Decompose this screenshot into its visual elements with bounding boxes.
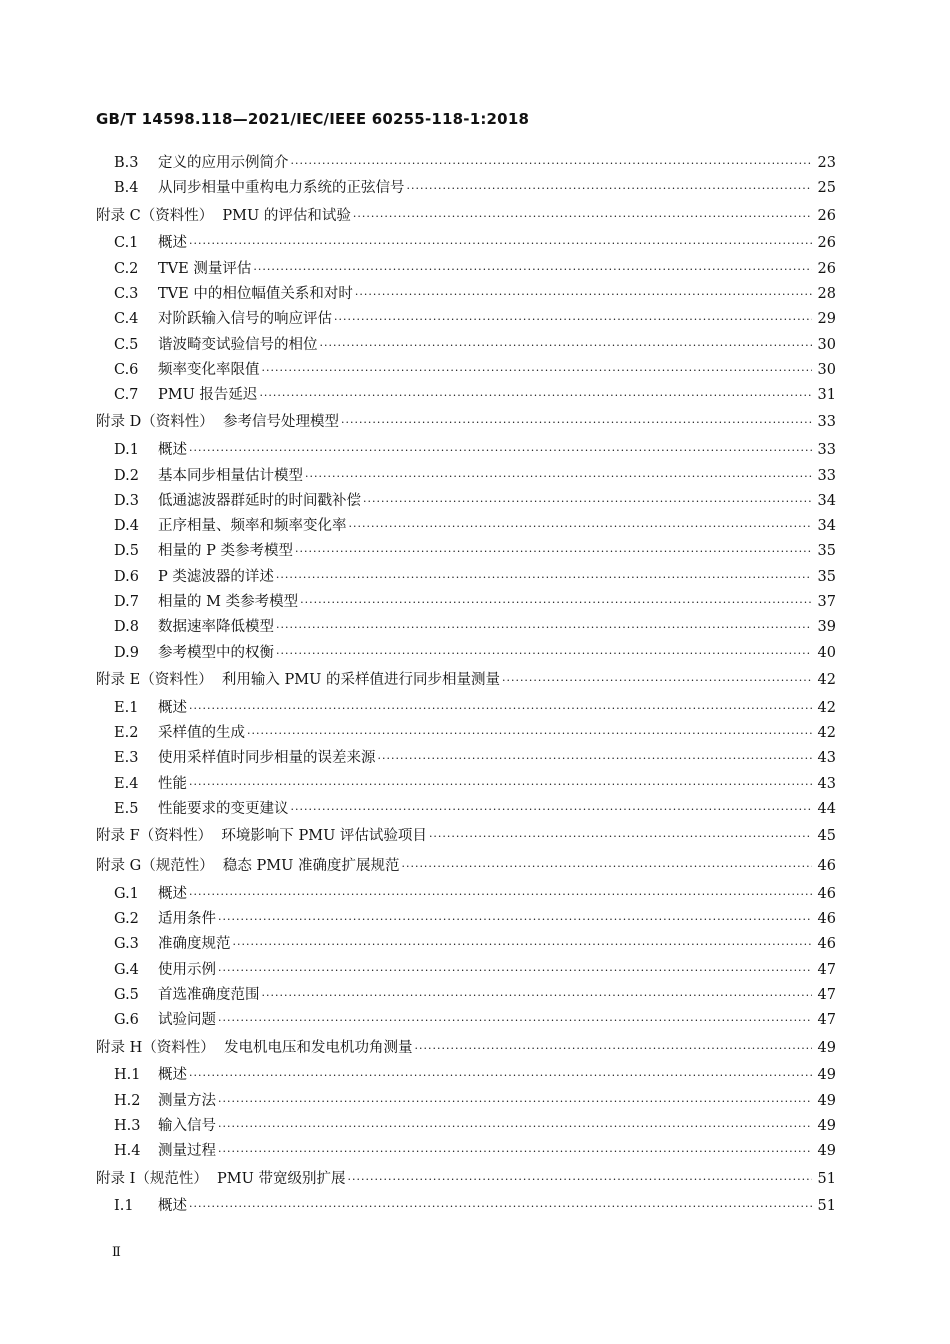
leader-dots [189,1063,812,1088]
toc-entry-title: 低通滤波器群延时的时间戳补偿 [158,492,361,509]
leader-dots [247,721,812,746]
toc-entry-title: 概述 [158,1198,187,1215]
toc-page-number: 35 [817,568,836,585]
leader-dots [218,1114,812,1139]
leader-dots [218,1089,812,1114]
toc-section-number: D.5 [114,543,139,560]
toc-entry-title: 定义的应用示例简介 [158,155,289,171]
toc-entry-title: 对阶跃输入信号的响应评估 [158,311,332,328]
toc-section-number: G.6 [114,1012,139,1029]
leader-dots [414,1034,811,1064]
toc-section-number: G.3 [114,936,139,953]
toc-section-entry[interactable] [96,641,836,666]
toc-section-entry[interactable] [96,565,836,590]
toc-section-number: E.2 [114,725,139,742]
toc-entry-title: 输入信号 [158,1117,216,1134]
toc-page-number: 34 [817,518,836,535]
leader-dots [305,464,812,489]
document-header: GB/T 14598.118—2021/IEC/IEEE 60255-118-1:2018 [96,110,530,128]
toc-section-number: G.5 [114,987,139,1003]
leader-dots [189,772,812,797]
toc-page-number: 28 [817,285,836,302]
toc-page-number: 47 [817,1012,836,1029]
leader-dots [502,666,812,696]
toc-section-number: E.1 [114,699,139,716]
toc-section-number: C.7 [114,387,139,404]
toc-appendix-entry[interactable] [96,202,836,232]
toc-page-number: 49 [817,1143,836,1160]
toc-section-entry[interactable] [96,464,836,489]
toc-section-number: D.7 [114,594,139,611]
toc-section-number: G.1 [114,885,139,902]
toc-section-entry[interactable] [96,797,836,822]
toc-entry-title: 附录 D（资料性） 参考信号处理模型 [96,414,339,431]
toc-entry-title: 概述 [158,885,187,902]
toc-section-entry[interactable] [96,1139,836,1164]
toc-section-number: D.2 [114,467,139,484]
toc-entry-title: 频率变化率限值 [158,361,260,378]
leader-dots [348,1165,812,1195]
leader-dots [262,358,812,383]
toc-page-number: 34 [817,492,836,509]
toc-section-entry[interactable] [96,1114,836,1139]
toc-entry-title: 从同步相量中重构电力系统的正弦信号 [158,180,405,197]
leader-dots [401,852,811,882]
toc-section-entry[interactable] [96,358,836,383]
toc-section-number: C.3 [114,285,139,302]
toc-page-number: 51 [817,1198,836,1215]
leader-dots [378,746,812,771]
toc-section-number: D.1 [114,442,139,459]
toc-entry-title: 附录 F（资料性） 环境影响下 PMU 评估试验项目 [96,828,427,845]
toc-entry-title: 附录 C（资料性） PMU 的评估和试验 [96,207,351,224]
leader-dots [218,1008,812,1033]
toc-entry-title: 概述 [158,442,187,459]
toc-page-number: 47 [817,961,836,978]
toc-page-number: 30 [817,361,836,378]
toc-section-entry[interactable] [96,514,836,539]
leader-dots [353,202,812,232]
toc-section-number: H.4 [114,1143,141,1160]
toc-entry-title: 使用采样值时同步相量的误差来源 [158,750,376,767]
toc-entry-title: 性能要求的变更建议 [158,800,289,817]
toc-section-entry[interactable] [96,983,836,1008]
toc-page-number: 33 [817,467,836,484]
toc-entry-title: 采样值的生成 [158,725,245,742]
toc-section-number: D.4 [114,518,139,535]
toc-section-number: G.2 [114,911,139,928]
toc-entry-title: 使用示例 [158,961,216,978]
toc-entry-title: 基本同步相量估计模型 [158,467,303,484]
toc-section-number: C.1 [114,235,139,252]
table-of-contents [96,151,836,1220]
toc-section-number: C.5 [114,336,139,353]
toc-entry-title: PMU 报告延迟 [158,387,258,404]
leader-dots [233,932,812,957]
toc-page-number: 47 [817,987,836,1003]
toc-page-number: 31 [817,387,836,404]
toc-page-number: 45 [817,828,836,845]
leader-dots [429,822,812,852]
toc-page-number: 43 [817,775,836,792]
toc-page-number: 37 [817,594,836,611]
leader-dots [259,383,811,408]
leader-dots [218,958,812,983]
toc-section-entry[interactable] [96,438,836,463]
toc-section-number: E.4 [114,775,139,792]
toc-entry-title: 概述 [158,699,187,716]
toc-section-number: H.2 [114,1092,141,1109]
toc-entry-title: TVE 中的相位幅值关系和对时 [158,285,353,302]
toc-section-entry[interactable] [96,231,836,256]
toc-entry-title: 相量的 P 类参考模型 [158,543,293,560]
toc-section-number: D.8 [114,619,139,636]
toc-section-number: D.6 [114,568,139,585]
toc-section-entry[interactable] [96,257,836,282]
toc-page-number: 46 [817,911,836,928]
toc-section-number: E.3 [114,750,139,767]
page-number-footer: Ⅱ [112,1245,121,1260]
toc-page-number: 42 [817,671,836,688]
toc-entry-title: 概述 [158,1067,187,1084]
leader-dots [218,1139,812,1164]
toc-page-number: 43 [817,750,836,767]
leader-dots [300,590,811,615]
toc-entry-title: 测量方法 [158,1092,216,1109]
toc-entry-title: 谐波畸变试验信号的相位 [158,336,318,353]
toc-page-number: 26 [817,235,836,252]
toc-section-entry[interactable] [96,151,836,176]
toc-section-entry[interactable] [96,932,836,957]
leader-dots [189,231,812,256]
toc-appendix-entry[interactable] [96,822,836,852]
toc-section-entry[interactable] [96,696,836,721]
toc-section-number: I.1 [114,1198,134,1215]
toc-page-number: 44 [817,800,836,817]
toc-section-entry[interactable] [96,746,836,771]
toc-section-number: D.9 [114,644,139,661]
toc-entry-title: 正序相量、频率和频率变化率 [158,518,347,535]
toc-section-number: G.4 [114,961,139,978]
toc-section-number: E.5 [114,800,139,817]
leader-dots [276,565,812,590]
toc-appendix-entry[interactable] [96,1165,836,1195]
toc-section-entry[interactable] [96,721,836,746]
toc-entry-title: 附录 G（规范性） 稳态 PMU 准确度扩展规范 [96,858,400,875]
toc-entry-title: 测量过程 [158,1143,216,1160]
toc-section-entry[interactable] [96,1194,836,1219]
toc-page-number: 23 [817,155,836,171]
toc-page-number: 49 [817,1092,836,1109]
toc-section-entry[interactable] [96,539,836,564]
toc-page-number: 25 [817,180,836,197]
leader-dots [253,257,811,282]
toc-entry-title: 相量的 M 类参考模型 [158,594,299,611]
leader-dots [349,514,812,539]
toc-entry-title: P 类滤波器的详述 [158,568,274,585]
toc-section-number: C.6 [114,361,139,378]
leader-dots [189,438,812,463]
leader-dots [407,176,812,201]
leader-dots [189,882,812,907]
toc-section-entry[interactable] [96,489,836,514]
toc-page-number: 33 [817,414,836,431]
toc-page-number: 46 [817,885,836,902]
toc-page-number: 26 [817,260,836,277]
toc-section-entry[interactable] [96,958,836,983]
toc-section-entry[interactable] [96,383,836,408]
leader-dots [276,615,812,640]
toc-page-number: 49 [817,1039,836,1056]
toc-section-entry[interactable] [96,307,836,332]
toc-section-entry[interactable] [96,590,836,615]
toc-section-number: H.1 [114,1067,141,1084]
toc-page-number: 39 [817,619,836,636]
toc-section-number: C.4 [114,311,139,328]
toc-entry-title: 附录 E（资料性） 利用输入 PMU 的采样值进行同步相量测量 [96,671,500,688]
toc-section-entry[interactable] [96,882,836,907]
toc-entry-title: 首选准确度范围 [158,987,260,1003]
toc-section-entry[interactable] [96,1089,836,1114]
toc-section-entry[interactable] [96,772,836,797]
toc-section-entry[interactable] [96,1008,836,1033]
toc-section-entry[interactable] [96,907,836,932]
toc-entry-title: 试验问题 [158,1012,216,1029]
toc-entry-title: 附录 H（资料性） 发电机电压和发电机功角测量 [96,1039,413,1056]
toc-page-number: 42 [817,699,836,716]
leader-dots [291,151,812,176]
toc-page-number: 33 [817,442,836,459]
leader-dots [295,539,812,564]
toc-entry-title: TVE 测量评估 [158,260,252,277]
toc-section-entry[interactable] [96,282,836,307]
toc-section-entry[interactable] [96,1063,836,1088]
toc-page-number: 35 [817,543,836,560]
leader-dots [276,641,812,666]
toc-entry-title: 适用条件 [158,911,216,928]
toc-entry-title: 性能 [158,775,187,792]
toc-page-number: 49 [817,1117,836,1134]
toc-page-number: 40 [817,644,836,661]
toc-section-number: B.3 [114,155,139,171]
toc-page-number: 46 [817,936,836,953]
toc-entry-title: 参考模型中的权衡 [158,644,274,661]
toc-entry-title: 数据速率降低模型 [158,619,274,636]
toc-section-number: H.3 [114,1117,141,1134]
toc-appendix-entry[interactable] [96,852,836,882]
toc-entry-title: 附录 I（规范性） PMU 带宽级别扩展 [96,1170,346,1187]
toc-section-number: C.2 [114,260,139,277]
toc-page-number: 42 [817,725,836,742]
toc-page-number: 30 [817,336,836,353]
toc-entry-title: 概述 [158,235,187,252]
leader-dots [189,696,812,721]
leader-dots [341,408,812,438]
leader-dots [262,983,812,1008]
toc-section-number: B.4 [114,180,139,197]
toc-page-number: 46 [817,858,836,875]
leader-dots [363,489,812,514]
toc-section-entry[interactable] [96,176,836,201]
leader-dots [218,907,812,932]
toc-page-number: 49 [817,1067,836,1084]
toc-appendix-entry[interactable] [96,408,836,438]
toc-page-number: 29 [817,311,836,328]
toc-appendix-entry[interactable] [96,1034,836,1064]
toc-section-entry[interactable] [96,615,836,640]
toc-entry-title: 准确度规范 [158,936,231,953]
leader-dots [291,797,812,822]
toc-section-number: D.3 [114,492,139,509]
leader-dots [334,307,812,332]
toc-page-number: 26 [817,207,836,224]
toc-section-entry[interactable] [96,333,836,358]
leader-dots [189,1194,812,1219]
toc-appendix-entry[interactable] [96,666,836,696]
leader-dots [320,333,812,358]
toc-page-number: 51 [817,1170,836,1187]
leader-dots [355,282,812,307]
